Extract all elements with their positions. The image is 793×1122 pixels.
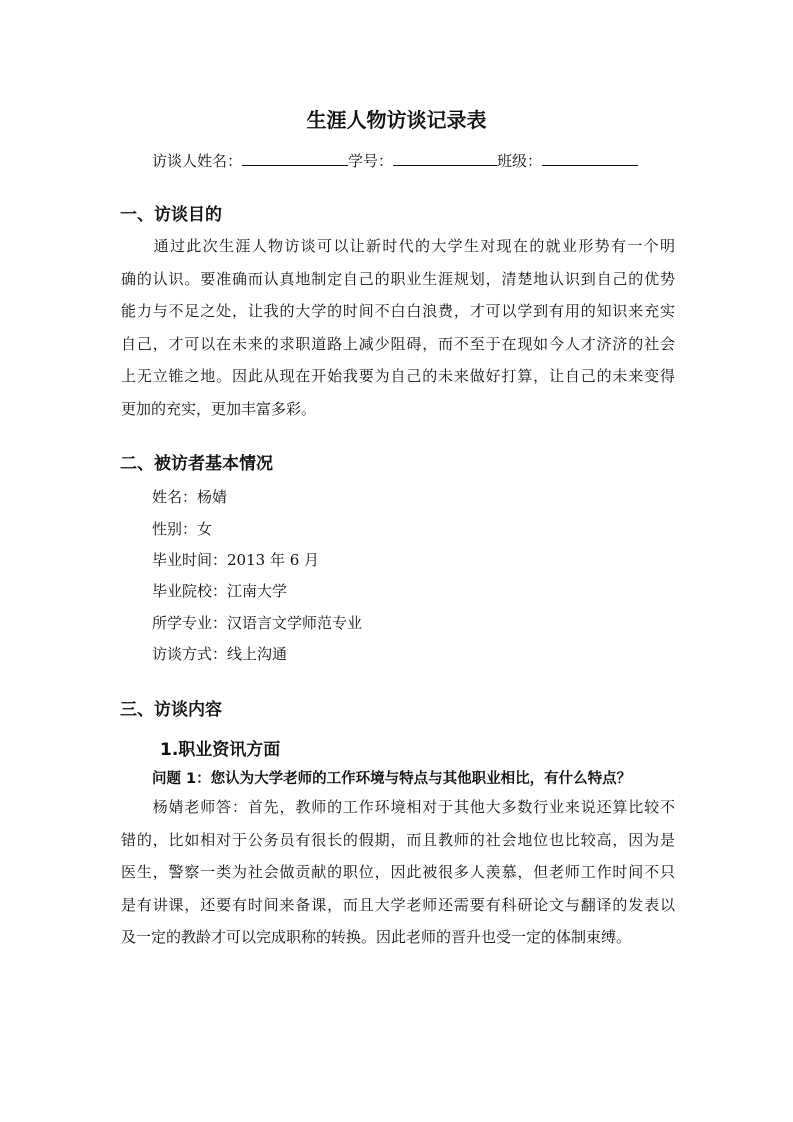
paragraph-line: 自己，才可以在未来的求职道路上减少阻碍，而不至于在现如今人才济济的社会 <box>121 334 675 353</box>
section-heading-interviewee: 二、被访者基本情况 <box>120 454 273 474</box>
interviewer-info-line <box>152 150 638 171</box>
paragraph-line: 医生，警察一类为社会做贡献的职位，因此被很多人羡慕，但老师工作时间不只 <box>121 863 675 881</box>
paragraph-line: 错的，比如相对于公务员有很长的假期，而且教师的社会地位也比较高，因为是 <box>121 830 675 849</box>
answer-paragraph <box>121 791 675 954</box>
field-university: 毕业院校：江南大学 <box>152 582 288 600</box>
paragraph-line: 通过此次生涯人物访谈可以让新时代的大学生对现在的就业形势有一个明 <box>121 237 675 255</box>
section-heading-content: 三、访谈内容 <box>120 700 222 720</box>
paragraph-line: 上无立锥之地。因此从现在开始我要为自己的未来做好打算，让自己的未来变得 <box>121 367 675 385</box>
paragraph-line: 杨婧老师答：首先，教师的工作环境相对于其他大多数行业来说还算比较不 <box>121 798 675 816</box>
field-name: 姓名：杨婧 <box>152 488 228 506</box>
purpose-paragraph <box>121 230 675 425</box>
paragraph-line: 更加的充实，更加丰富多彩。 <box>121 399 317 418</box>
field-graduation-time: 毕业时间：2013 年 6 月 <box>152 551 320 569</box>
subheading-career-info: 1.职业资讯方面 <box>160 740 281 760</box>
field-gender: 性别：女 <box>152 520 213 538</box>
paragraph-line: 确的认识。要准确而认真地制定自己的职业生涯规划，清楚地认识到自己的优势 <box>121 269 675 288</box>
document-title: 生涯人物访谈记录表 <box>306 108 487 132</box>
paragraph-line: 及一定的教龄才可以完成职称的转换。因此老师的晋升也受一定的体制束缚。 <box>121 928 632 946</box>
student-id-label: 学号： <box>348 152 394 170</box>
field-major: 所学专业：汉语言文学师范专业 <box>152 614 363 632</box>
paragraph-line: 能力与不足之处，让我的大学的时间不白白浪费，才可以学到有用的知识来充实 <box>121 302 675 320</box>
question-1: 问题 1：您认为大学老师的工作环境与特点与其他职业相比，有什么特点？ <box>152 771 632 787</box>
student-id-blank[interactable] <box>393 150 497 166</box>
section-heading-purpose: 一、访谈目的 <box>120 205 222 225</box>
interviewer-name-label: 访谈人姓名： <box>152 152 243 170</box>
field-interview-method: 访谈方式：线上沟通 <box>152 645 288 663</box>
paragraph-line: 是有讲课，还要有时间来备课，而且大学老师还需要有科研论文与翻译的发表以 <box>121 895 675 914</box>
interviewer-name-blank[interactable] <box>242 150 348 166</box>
class-blank[interactable] <box>542 150 638 166</box>
class-label: 班级： <box>497 152 543 170</box>
